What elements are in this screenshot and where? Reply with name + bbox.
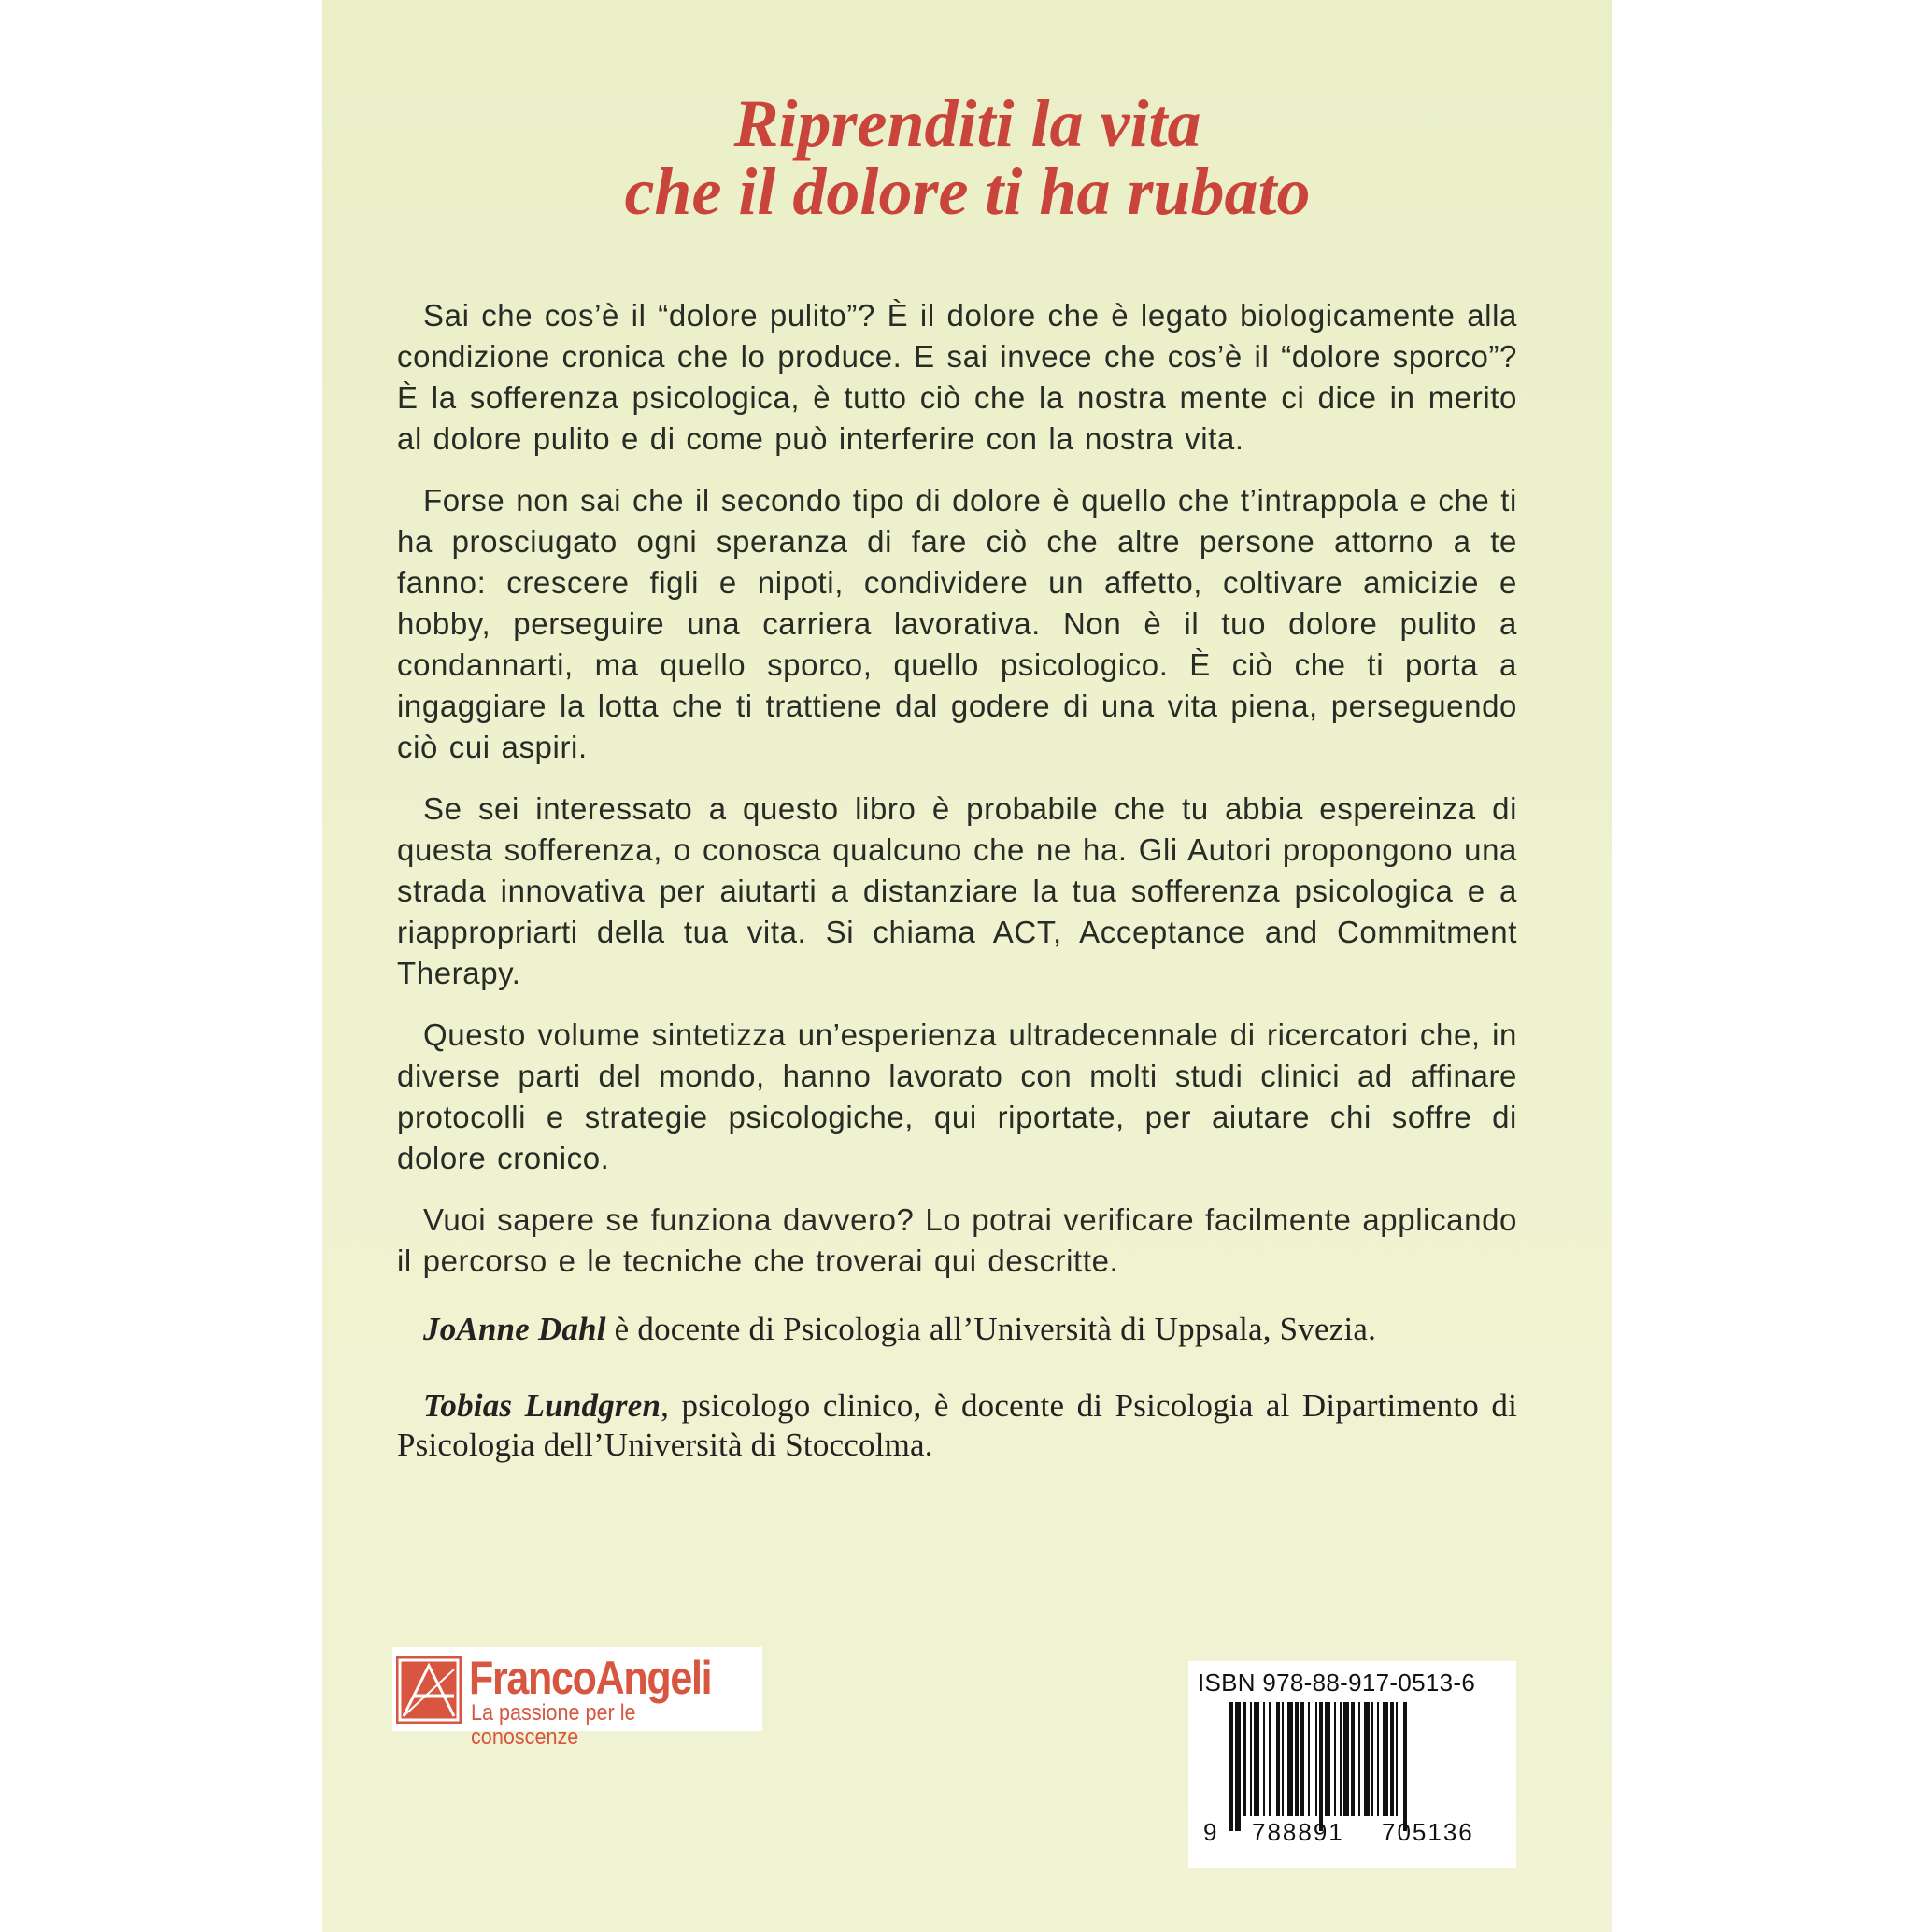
barcode-bar: [1229, 1702, 1233, 1831]
publisher-mark-icon: [396, 1656, 462, 1724]
blurb: [397, 295, 1517, 1485]
publisher-logo: [392, 1647, 762, 1750]
barcode-bar: [1403, 1702, 1407, 1831]
cover-title: [322, 86, 1612, 229]
paragraph: Vuoi sapere se funziona davvero? Lo potrai verificare facilmente applicando il percorso e le tecniche che troverai qui descritte.: [397, 1202, 1517, 1278]
author-name: Tobias Lundgren: [423, 1387, 661, 1424]
paragraph: Questo volume sintetizza un’esperienza ultradecennale di ricercatori che, in diverse parti del mondo, hanno lavorato con molti studi clinici ad affinare protocolli e strategie psicologiche, qui riportate, per aiutare chi soffre di dolore cronico.: [397, 1017, 1517, 1175]
barcode-bar: [1282, 1702, 1284, 1816]
author-bio-lundgren: [397, 1386, 1517, 1465]
barcode-bar: [1250, 1702, 1252, 1816]
barcode-bar: [1383, 1702, 1388, 1816]
title-line-2: che il dolore ti ha rubato: [624, 154, 1311, 229]
barcode-bar: [1287, 1702, 1293, 1816]
author-description: , psicologo clinico, è docente di Psicologia al Dipartimento di Psicologia dell’Università di Stoccolma.: [397, 1387, 1517, 1463]
isbn-label: ISBN 978-88-917-0513-6: [1198, 1669, 1476, 1697]
barcode-digits-right: 705136: [1382, 1818, 1474, 1846]
barcode-bar: [1340, 1702, 1342, 1816]
barcode-digits-middle: 788891: [1252, 1818, 1344, 1846]
barcode-bar: [1377, 1702, 1379, 1816]
barcode-icon: [1226, 1702, 1506, 1831]
barcode-bar: [1300, 1702, 1304, 1816]
title-line-1: Riprenditi la vita: [733, 86, 1201, 161]
barcode-bar: [1254, 1702, 1259, 1816]
barcode-bar: [1371, 1702, 1373, 1816]
isbn-barcode-box: [1188, 1661, 1516, 1868]
barcode-bar: [1269, 1702, 1271, 1816]
barcode-bar: [1235, 1702, 1241, 1831]
barcode-bar: [1364, 1702, 1370, 1816]
author-bio-dahl: [397, 1310, 1517, 1349]
barcode-bar: [1351, 1702, 1355, 1816]
paragraph: Se sei interessato a questo libro è probabile che tu abbia espereinza di questa sofferenza, o conosca qualcuno che ne ha. Gli Autori propongono una strada innovativa per aiutarti a distanziare la tua sofferenza psicologica e a riappropriarti della tua vita. Si chiama ACT, Acceptance and Commitment Therapy.: [397, 791, 1517, 990]
barcode-bar: [1334, 1702, 1336, 1816]
barcode-bar: [1319, 1702, 1323, 1831]
barcode-bar: [1308, 1702, 1310, 1816]
barcode-bar: [1325, 1702, 1330, 1816]
barcode-bar: [1276, 1702, 1280, 1816]
paragraph: Forse non sai che il secondo tipo di dolore è quello che t’intrappola e che ti ha prosciugato ogni speranza di fare ciò che altre persone attorno a te fanno: crescere figli e nipoti, condividere un affetto, coltivare amicizie e hobby, perseguire una carriera lavorativa. Non è il tuo dolore pulito a condannarti, ma quello sporco, quello psicologico. È ciò che ti porta a ingaggiare la lotta che ti trattiene dal godere di una vita piena, perseguendo ciò cui aspiri.: [397, 483, 1517, 764]
barcode-digit-left: 9: [1203, 1818, 1219, 1846]
book-back-cover: [322, 0, 1612, 1932]
barcode-bar: [1263, 1702, 1265, 1816]
barcode-bar: [1295, 1702, 1299, 1816]
barcode-bar: [1315, 1702, 1317, 1816]
barcode-bar: [1390, 1702, 1394, 1816]
publisher-name: FrancoAngeli: [469, 1652, 712, 1704]
barcode-bar: [1343, 1702, 1349, 1816]
barcode-bar: [1243, 1702, 1246, 1816]
author-name: JoAnne Dahl: [423, 1311, 606, 1347]
barcode-bar: [1358, 1702, 1360, 1816]
barcode-bar: [1396, 1702, 1398, 1816]
paragraph: Sai che cos’è il “dolore pulito”? È il dolore che è legato biologicamente alla condizione cronica che lo produce. E sai invece che cos’è il “dolore sporco”? È la sofferenza psicologica, è tutto ciò che la nostra mente ci dice in merito al dolore pulito e di come può interferire con la nostra vita.: [397, 298, 1517, 456]
author-description: è docente di Psicologia all’Università di Uppsala, Svezia.: [605, 1311, 1377, 1347]
publisher-tagline: La passione per le conoscenze: [471, 1700, 636, 1750]
